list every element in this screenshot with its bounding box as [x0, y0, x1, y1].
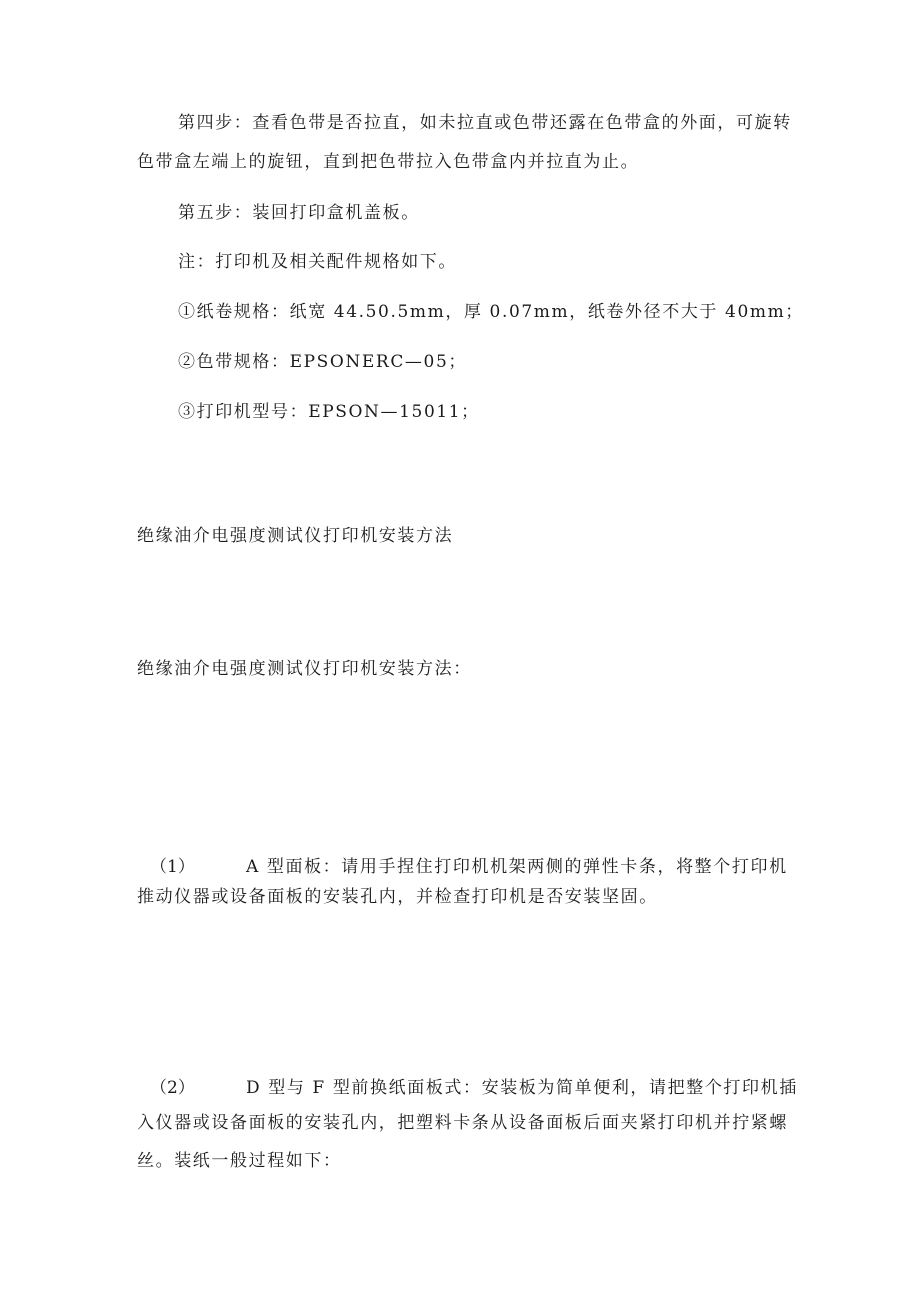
- step4-line1: 第四步：查看色带是否拉直，如未拉直或色带还露在色带盒的外面，可旋转: [178, 113, 792, 133]
- note-text: 注：打印机及相关配件规格如下。: [178, 252, 457, 272]
- list-item-2-line3: 丝。装纸一般过程如下：: [137, 1151, 342, 1171]
- list-item-2-text: D 型与 F 型前换纸面板式：安装板为简单便利，请把整个打印机插: [246, 1078, 798, 1098]
- list-item-1-text: A 型面板：请用手捏住打印机机架两侧的弹性卡条，将整个打印机: [246, 857, 788, 877]
- list-item-2-line2: 入仪器或设备面板的安装孔内，把塑料卡条从设备面板后面夹紧打印机并拧紧螺: [137, 1113, 788, 1133]
- step4-line2: 色带盒左端上的旋钮，直到把色带拉入色带盒内并拉直为止。: [137, 152, 640, 172]
- spec-printer-model: ③打印机型号：EPSON—15011；: [178, 402, 480, 422]
- list-item-1-line1: [150, 855, 788, 879]
- spec-paper-roll: ①纸卷规格：纸宽 44.50.5mm，厚 0.07mm，纸卷外径不大于 40mm；: [178, 302, 804, 322]
- list-item-2-line1: [150, 1076, 798, 1100]
- spec-ribbon: ②色带规格：EPSONERC—05；: [178, 352, 467, 372]
- step5-text: 第五步：装回打印盒机盖板。: [178, 203, 420, 223]
- list-item-2-number: （2）: [150, 1078, 195, 1098]
- list-item-1-line2: 推动仪器或设备面板的安装孔内，并检查打印机是否安装坚固。: [137, 887, 658, 907]
- list-item-1-number: （1）: [150, 857, 195, 877]
- section-heading: 绝缘油介电强度测试仪打印机安装方法: [137, 526, 454, 546]
- section-intro: 绝缘油介电强度测试仪打印机安装方法：: [137, 659, 472, 679]
